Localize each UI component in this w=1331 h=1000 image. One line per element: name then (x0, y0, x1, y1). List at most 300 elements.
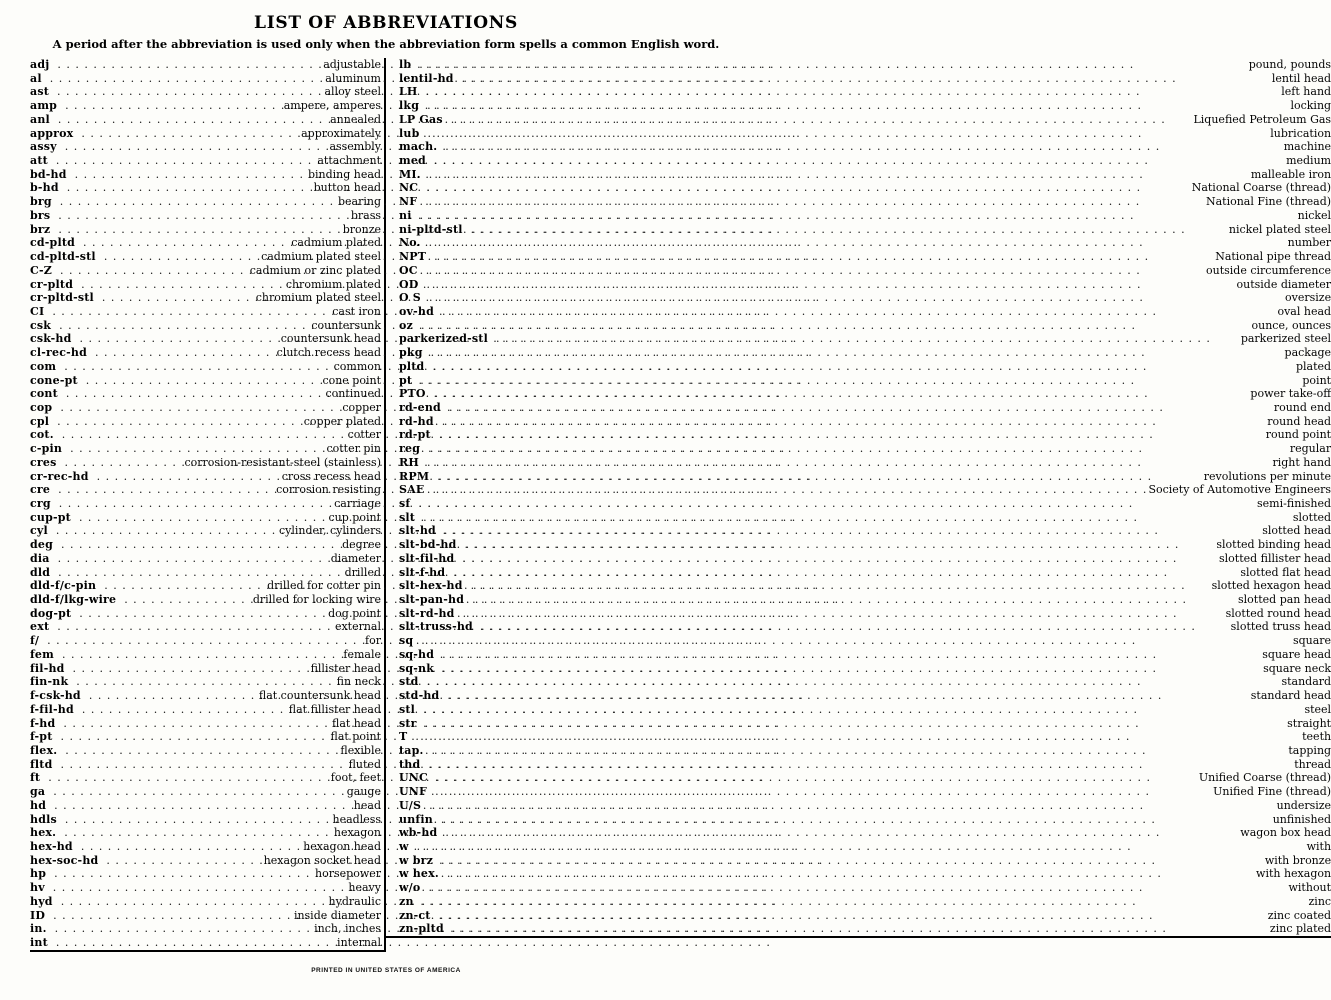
dot-leader (435, 785, 1211, 799)
definition: cone point (322, 373, 381, 387)
definition: drilled (344, 565, 381, 579)
definition: slotted hexagon head (1211, 579, 1331, 593)
list-item (399, 785, 1331, 799)
list-item (30, 854, 381, 868)
dot-leader (449, 401, 1272, 415)
abbreviation: CI (30, 304, 45, 318)
abbreviation: RPM (399, 469, 430, 483)
definition: cadmium plated steel (261, 250, 381, 264)
abbreviation: dld-f/c-pin (30, 579, 97, 593)
abbreviation: dld (30, 565, 51, 579)
list-item (399, 607, 1331, 621)
dot-leader (441, 854, 1263, 868)
definition: assembly (329, 140, 381, 154)
abbreviation: approx (30, 126, 74, 140)
list-item (399, 730, 1331, 744)
list-item (399, 895, 1331, 909)
abbreviation: cres (30, 455, 57, 469)
list-item (30, 813, 381, 827)
abbreviation: slt (399, 510, 416, 524)
list-item (30, 703, 381, 717)
definition: hexagon (333, 826, 381, 840)
list-item (30, 566, 381, 580)
definition: oversize (1285, 291, 1331, 305)
definition: standard (1281, 675, 1331, 689)
abbreviation: cr-pltd-stl (30, 291, 94, 305)
definition: Society of Automotive Engineers (1148, 483, 1331, 497)
definition: bearing (337, 195, 381, 209)
definition: with hexagon (1256, 867, 1331, 881)
abbreviation: lentil-hd (399, 71, 454, 85)
definition: National pipe thread (1215, 250, 1331, 264)
dot-leader (434, 250, 1213, 264)
dot-leader (63, 717, 330, 731)
list-item (30, 181, 381, 195)
definition: lentil head (1271, 71, 1331, 85)
abbreviation: anl (30, 112, 50, 126)
dot-leader (429, 799, 1274, 813)
dot-leader (124, 593, 251, 607)
definition: straight (1287, 716, 1331, 730)
definition: heavy (348, 881, 381, 895)
definition: alloy steel (324, 85, 381, 99)
definition: Unified Coarse (thread) (1198, 771, 1331, 785)
dot-leader (56, 936, 335, 950)
definition: steel (1304, 702, 1331, 716)
abbreviation: ni (399, 208, 412, 222)
list-item (30, 689, 381, 703)
list-item (30, 758, 381, 772)
dot-leader (445, 140, 1281, 154)
abbreviation: lb (399, 58, 412, 71)
dot-leader (86, 374, 321, 388)
definition: copper (342, 400, 381, 414)
definition: carriage (334, 497, 381, 510)
list-item (30, 168, 381, 182)
abbreviation: lub (399, 126, 420, 140)
dot-leader (82, 703, 287, 717)
abbreviation: dld-f/lkg-wire (30, 593, 117, 607)
dot-leader (447, 689, 1248, 703)
abbreviation: crg (30, 497, 51, 510)
dot-leader (58, 223, 340, 237)
abbreviation: slt-bd-hd (399, 538, 457, 552)
definition: National Fine (thread) (1205, 195, 1331, 209)
dot-leader (65, 744, 338, 758)
dot-leader (58, 566, 342, 580)
abbreviation: parkerized-stl (399, 332, 488, 346)
abbreviation: deg (30, 538, 53, 552)
dot-leader (428, 442, 1288, 456)
dot-leader (104, 579, 265, 593)
abbreviation: rd-pt (399, 428, 431, 442)
definition: countersunk (311, 318, 381, 332)
definition: inch, inches (314, 922, 381, 936)
definition: outside diameter (1236, 277, 1331, 291)
abbreviation: wb-hd (399, 826, 438, 840)
list-item (399, 675, 1331, 689)
dot-leader (81, 278, 284, 292)
list-item (399, 360, 1331, 374)
abbreviation: zn-ct (399, 908, 431, 922)
dot-leader (428, 758, 1292, 772)
list-item (30, 195, 381, 209)
definition: plated (1295, 359, 1331, 373)
dot-leader (445, 826, 1238, 840)
abbreviation: slt-fil-hd (399, 551, 455, 565)
dot-leader (60, 758, 346, 772)
dot-leader (64, 826, 332, 840)
abbreviation: assy (30, 140, 57, 154)
definition: common (333, 359, 381, 373)
definition: lubrication (1270, 126, 1331, 140)
definition: right hand (1272, 455, 1331, 469)
list-item (399, 236, 1331, 250)
dot-leader (54, 867, 313, 881)
dot-leader (70, 442, 324, 456)
definition: diameter (330, 551, 381, 565)
list-item (399, 140, 1331, 154)
abbreviation: tap. (399, 743, 424, 757)
abbreviation: SAE (399, 483, 425, 497)
list-item (399, 58, 1331, 72)
list-item (399, 483, 1331, 497)
definition: nickel plated steel (1228, 222, 1331, 236)
list-item (30, 85, 381, 99)
dot-leader (53, 785, 345, 799)
definition: drilled for locking wire (252, 593, 381, 607)
list-item (399, 744, 1331, 758)
dot-leader (463, 607, 1224, 621)
dot-leader (81, 127, 299, 141)
abbreviation: sq-nk (399, 661, 435, 675)
dot-leader (452, 922, 1268, 936)
dot-leader (441, 813, 1271, 827)
dot-leader (47, 634, 363, 648)
definition: tapping (1288, 743, 1331, 757)
abbreviation: OD (399, 277, 419, 291)
list-item (30, 483, 381, 497)
definition: zinc coated (1267, 908, 1331, 922)
list-item (399, 428, 1331, 442)
definition: Unified Fine (thread) (1213, 785, 1331, 799)
definition: outside circumference (1206, 263, 1331, 277)
abbreviation: f-csk-hd (30, 689, 81, 703)
abbreviation: w/o (399, 881, 421, 895)
list-item (399, 813, 1331, 827)
abbreviation: zn (399, 894, 414, 908)
abbreviation: C-Z (30, 263, 52, 277)
list-item (399, 771, 1331, 785)
definition: undersize (1276, 798, 1331, 812)
abbreviation: cr-pltd (30, 277, 74, 291)
definition: with bronze (1264, 853, 1331, 867)
definition: headless (332, 812, 381, 826)
abbreviation: sq (399, 634, 414, 648)
definition: parkerized steel (1240, 332, 1331, 346)
dot-leader (431, 346, 1283, 360)
definition: slotted pan head (1238, 593, 1331, 607)
list-item (399, 566, 1331, 580)
dot-leader (420, 374, 1300, 388)
abbreviation: O S (399, 291, 421, 305)
list-item (399, 154, 1331, 168)
definition: slotted truss head (1230, 620, 1331, 634)
list-item (30, 470, 381, 484)
definition: fin neck (336, 675, 381, 689)
list-item (399, 127, 1331, 141)
abbreviation: dog-pt (30, 606, 72, 620)
dot-leader (420, 209, 1296, 223)
definition: regular (1289, 442, 1331, 456)
list-item (399, 113, 1331, 127)
dot-leader (65, 99, 282, 113)
abbreviation: cd-pltd-stl (30, 250, 96, 264)
dot-leader (423, 703, 1302, 717)
abbreviation: bd-hd (30, 167, 67, 181)
list-item (30, 607, 381, 621)
dot-leader (418, 497, 1255, 511)
abbreviation: w (399, 839, 409, 853)
dot-leader (65, 813, 331, 827)
list-item (30, 319, 381, 333)
dot-leader (462, 72, 1270, 86)
list-item (30, 456, 381, 470)
dot-leader (106, 854, 261, 868)
definition: flat countersunk head (258, 689, 381, 703)
abbreviation: NPT (399, 250, 427, 264)
dot-leader (442, 415, 1266, 429)
dot-leader (426, 264, 1204, 278)
dot-leader (57, 85, 322, 99)
dot-leader (55, 922, 313, 936)
abbreviation: hex. (30, 826, 57, 840)
abbreviation: pltd (399, 359, 425, 373)
definition: Liquefied Petroleum Gas (1193, 112, 1331, 126)
list-item (30, 305, 381, 319)
dot-leader (434, 387, 1249, 401)
abbreviation: hv (30, 881, 45, 895)
dot-leader (64, 360, 331, 374)
abbreviation: brg (30, 195, 52, 209)
definition: cross recess head (281, 469, 381, 483)
list-item (399, 470, 1331, 484)
list-item (30, 730, 381, 744)
abbreviation: hyd (30, 894, 53, 908)
definition: drilled for cotter pin (267, 579, 381, 593)
abbreviation: cre (30, 483, 51, 497)
dot-leader (442, 648, 1260, 662)
list-item (30, 909, 381, 923)
list-item (399, 181, 1331, 195)
abbreviation: med (399, 154, 426, 168)
dot-leader (102, 291, 254, 305)
abbreviation: ext (30, 620, 50, 634)
abbreviation: LP Gas (399, 112, 443, 126)
definition: ounce, ounces (1251, 318, 1331, 332)
definition: square (1292, 634, 1331, 648)
abbreviation: cd-pltd (30, 236, 75, 250)
definition: chromium plated steel (255, 291, 381, 305)
dot-leader (429, 168, 1249, 182)
dot-leader (415, 730, 1300, 744)
list-item (399, 881, 1331, 895)
abbreviation: f-fil-hd (30, 702, 74, 716)
abbreviation: RH (399, 455, 419, 469)
dot-leader (58, 483, 274, 497)
abbreviation: fil-hd (30, 661, 65, 675)
dot-leader (464, 538, 1214, 552)
dot-leader (57, 415, 302, 429)
list-item (30, 58, 381, 72)
dot-leader (79, 607, 326, 621)
abbreviation: std-hd (399, 689, 440, 703)
abbreviation: UNF (399, 785, 428, 799)
list-item (399, 387, 1331, 401)
dot-leader (437, 470, 1202, 484)
abbreviation: pkg (399, 346, 423, 360)
dot-leader (97, 470, 280, 484)
definition: countersunk head (280, 332, 381, 346)
dot-leader (453, 566, 1238, 580)
list-item (399, 442, 1331, 456)
definition: semi-finished (1257, 497, 1331, 510)
dot-leader (432, 483, 1146, 497)
page-title: LIST OF ABBREVIATIONS (254, 13, 518, 33)
dot-leader (60, 264, 248, 278)
list-item (30, 346, 381, 360)
list-item (30, 662, 381, 676)
abbreviation: al (30, 71, 42, 85)
dot-leader (471, 223, 1227, 237)
definition: cast iron (332, 304, 381, 318)
dot-leader (62, 648, 341, 662)
definition: hydraulic (328, 894, 381, 908)
list-item (30, 771, 381, 785)
dot-leader (95, 346, 275, 360)
abbreviation: f/ (30, 634, 40, 648)
list-item (399, 168, 1331, 182)
list-item (30, 140, 381, 154)
definition: nickel (1297, 208, 1331, 222)
abbreviation: T (399, 730, 408, 744)
abbreviation: f-pt (30, 730, 53, 744)
list-item (30, 826, 381, 840)
list-item (30, 332, 381, 346)
list-item (399, 291, 1331, 305)
abbreviation: f-hd (30, 716, 56, 730)
abbreviation: cont (30, 387, 58, 401)
definition: point (1302, 373, 1331, 387)
abbreviation: zn-pltd (399, 922, 444, 936)
dot-leader (59, 497, 332, 511)
dot-leader (426, 181, 1189, 195)
abbreviation: hex-hd (30, 839, 73, 853)
definition: cadmium or zinc plated (249, 263, 381, 277)
list-item (399, 538, 1331, 552)
abbreviation: unfin (399, 812, 433, 826)
dot-leader (58, 113, 328, 127)
definition: standard head (1250, 689, 1331, 703)
list-item (399, 689, 1331, 703)
list-item (399, 72, 1331, 86)
abbreviation: lkg (399, 99, 420, 113)
abbreviation: slt-rd-hd (399, 606, 455, 620)
definition: cotter pin (326, 442, 381, 456)
definition: machine (1283, 140, 1331, 154)
list-item (30, 840, 381, 854)
dot-leader (447, 867, 1254, 881)
dot-leader (422, 895, 1307, 909)
dot-leader (439, 428, 1264, 442)
definition: aluminum (325, 71, 381, 85)
dot-leader (54, 799, 352, 813)
list-item (30, 99, 381, 113)
dot-leader (442, 305, 1275, 319)
abbreviation: oz (399, 318, 413, 332)
definition: fillister head (310, 661, 381, 675)
abbreviation-list (30, 58, 1331, 952)
definition: cadmium plated (291, 236, 381, 250)
definition: button head (313, 181, 381, 195)
list-item (30, 223, 381, 237)
definition: round end (1273, 400, 1331, 414)
list-item (399, 250, 1331, 264)
dot-leader (427, 99, 1288, 113)
dot-leader (61, 895, 327, 909)
definition: cylinder, cylinders (278, 524, 381, 538)
definition: brass (350, 208, 381, 222)
definition: internal (337, 936, 381, 949)
dot-leader (444, 524, 1260, 538)
list-item (399, 264, 1331, 278)
list-item (399, 648, 1331, 662)
abbreviation: rd-end (399, 400, 441, 414)
definition: for (365, 634, 381, 648)
abbreviation: mach. (399, 140, 438, 154)
list-item (30, 497, 381, 511)
subtitle-note: A period after the abbreviation is used only when the abbreviation form spells a common English word. (52, 37, 720, 51)
dot-leader (432, 360, 1294, 374)
dot-leader (53, 881, 347, 895)
printers-imprint: PRINTED IN UNITED STATES OF AMERICA (311, 966, 461, 974)
abbreviation: No. (399, 236, 421, 250)
list-item (399, 85, 1331, 99)
definition: flat fillister head (288, 702, 381, 716)
definition: foot, feet (330, 771, 381, 785)
dot-leader (462, 552, 1217, 566)
abbreviation: ft (30, 771, 41, 785)
list-item (30, 236, 381, 250)
list-item (399, 278, 1331, 292)
list-item (30, 360, 381, 374)
abbreviation-column-left (30, 58, 386, 952)
abbreviation: csk-hd (30, 332, 72, 346)
definition: gauge (346, 785, 381, 799)
list-item (30, 867, 381, 881)
definition: slotted round head (1225, 606, 1331, 620)
abbreviation: str (399, 716, 417, 730)
abbreviation: fin-nk (30, 675, 69, 689)
dot-leader (428, 881, 1286, 895)
abbreviation: com (30, 359, 57, 373)
abbreviation: slt-pan-hd (399, 593, 465, 607)
dot-leader (436, 771, 1197, 785)
list-item (30, 374, 381, 388)
dot-leader (76, 675, 334, 689)
definition: cotter (347, 428, 381, 442)
list-item (399, 415, 1331, 429)
